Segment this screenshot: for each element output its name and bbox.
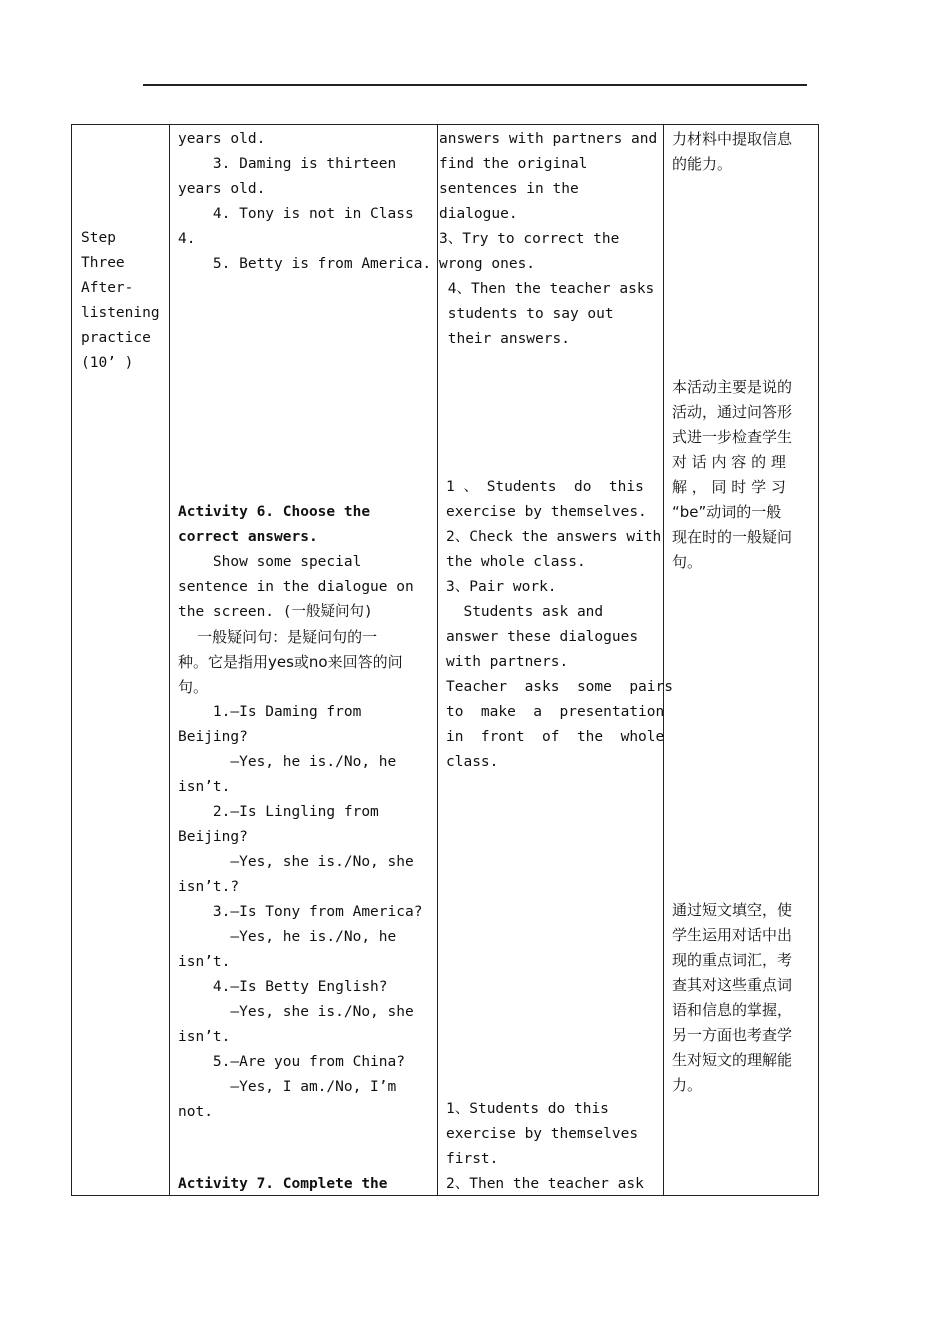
student-text-line: the whole class. (446, 554, 586, 570)
activity6-line: Beijing? (178, 729, 248, 745)
activity7-title: Activity 7. Complete the (178, 1176, 388, 1192)
purpose-text-line: 对 话 内 容 的 理 (672, 453, 786, 471)
student-text-line: exercise by themselves (446, 1126, 639, 1142)
column-divider (663, 125, 664, 1195)
column-divider (169, 125, 170, 1195)
purpose-text-line: 活动，通过问答形 (672, 403, 793, 421)
student-text-line: wrong ones. (439, 256, 536, 272)
student-text-line: answer these dialogues (446, 629, 639, 645)
activity6-line: the screen. (一般疑问句) (178, 604, 373, 620)
student-text-line: class. (446, 754, 499, 770)
student-text-line: 1 、 Students do this (446, 479, 644, 495)
activity-text-line: 5. Betty is from America. (178, 256, 432, 272)
activity6-line: isn’t. (178, 779, 231, 795)
purpose-text-line: 语和信息的掌握， (672, 1001, 793, 1019)
activity6-line: 2.—Is Lingling from (178, 804, 379, 820)
activity6-title: correct answers. (178, 529, 318, 545)
student-text-line: Students ask and (446, 604, 604, 620)
student-text-line: first. (446, 1151, 499, 1167)
purpose-text-line: 本活动主要是说的 (672, 378, 793, 396)
activity-text-line: 4. (178, 231, 196, 247)
student-text-line: with partners. (446, 654, 569, 670)
activity6-line: 种。它是指用yes或no来回答的问 (178, 653, 403, 671)
purpose-text-line: 通过短文填空，使 (672, 901, 793, 919)
activity6-line: 5.—Are you from China? (178, 1054, 405, 1070)
purpose-text-line: 力材料中提取信息 (672, 130, 793, 148)
purpose-text-line: 解 ， 同 时 学 习 (672, 478, 786, 496)
student-text-line: in front of the whole (446, 729, 665, 745)
student-text-line: dialogue. (439, 206, 518, 222)
purpose-text-line: 生对短文的理解能 (672, 1051, 793, 1069)
activity-text-line: years old. (178, 131, 266, 147)
activity6-line: —Yes, she is./No, she (178, 1004, 414, 1020)
purpose-text-line: 现在时的一般疑问 (672, 528, 793, 546)
activity6-line: 3.—Is Tony from America? (178, 904, 423, 920)
activity6-line: 4.—Is Betty English? (178, 979, 388, 995)
step-line: practice (81, 330, 151, 346)
student-text-line: 3、Try to correct the (439, 231, 620, 247)
student-text-line: students to say out (439, 306, 614, 322)
student-text-line: their answers. (439, 331, 570, 347)
lesson-plan-table (71, 124, 819, 1196)
activity-text-line: years old. (178, 181, 266, 197)
activity6-line: —Yes, he is./No, he (178, 754, 397, 770)
activity6-line: —Yes, I am./No, I’m (178, 1079, 397, 1095)
activity-text-line: 4. Tony is not in Class (178, 206, 414, 222)
student-text-line: 2、Check the answers with (446, 529, 662, 545)
activity6-line: —Yes, she is./No, she (178, 854, 414, 870)
activity6-line: isn’t. (178, 1029, 231, 1045)
student-text-line: 4、Then the teacher asks (439, 281, 655, 297)
student-text-line: sentences in the (439, 181, 579, 197)
activity6-line: not. (178, 1104, 213, 1120)
purpose-text-line: 的能力。 (672, 155, 733, 173)
purpose-text-line: 查其对这些重点词 (672, 976, 793, 994)
activity6-line: isn’t. (178, 954, 231, 970)
student-text-line: answers with partners and (439, 131, 658, 147)
student-text-line: Teacher asks some pairs (446, 679, 673, 695)
activity6-line: 句。 (178, 678, 209, 696)
purpose-text-line: 另一方面也考查学 (672, 1026, 793, 1044)
student-text-line: 3、Pair work. (446, 579, 557, 595)
activity6-title: Activity 6. Choose the (178, 504, 371, 520)
student-text-line: exercise by themselves. (446, 504, 647, 520)
purpose-text-line: “be”动词的一般 (672, 503, 782, 521)
activity6-line: 1.—Is Daming from (178, 704, 362, 720)
step-line: After- (81, 280, 134, 296)
purpose-text-line: 学生运用对话中出 (672, 926, 793, 944)
activity6-line: —Yes, he is./No, he (178, 929, 397, 945)
activity6-line: sentence in the dialogue on (178, 579, 414, 595)
purpose-text-line: 力。 (672, 1076, 703, 1094)
step-line: (10’ ) (81, 355, 134, 371)
activity-text-line: 3. Daming is thirteen (178, 156, 397, 172)
step-line: Step (81, 230, 116, 246)
step-line: listening (81, 305, 160, 321)
column-divider (437, 125, 438, 1195)
activity6-line: 一般疑问句：是疑问句的一 (178, 628, 378, 646)
purpose-text-line: 现的重点词汇，考 (672, 951, 793, 969)
student-text-line: 2、Then the teacher ask (446, 1176, 644, 1192)
activity6-line: Beijing? (178, 829, 248, 845)
step-line: Three (81, 255, 125, 271)
student-text-line: find the original (439, 156, 588, 172)
activity6-line: isn’t.? (178, 879, 240, 895)
activity6-line: Show some special (178, 554, 362, 570)
student-text-line: 1、Students do this (446, 1101, 609, 1117)
student-text-line: to make a presentation (446, 704, 665, 720)
purpose-text-line: 句。 (672, 553, 703, 571)
header-rule (143, 84, 807, 86)
purpose-text-line: 式进一步检查学生 (672, 428, 793, 446)
